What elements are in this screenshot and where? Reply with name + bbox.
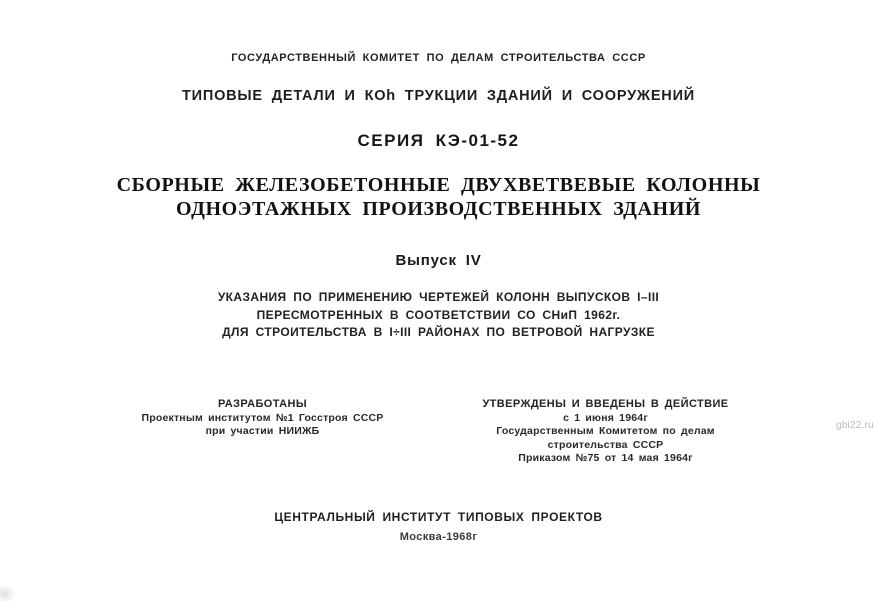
approved-by-line: строительства СССР <box>547 438 664 451</box>
developed-by-line: Проектным институтом №1 Госстроя СССР <box>141 411 384 424</box>
series-label: СЕРИЯ КЭ-01-52 <box>357 131 520 150</box>
issue-label: Выпуск IV <box>395 252 482 269</box>
document-type-line: ТИПОВЫЕ ДЕТАЛИ И КОh ТРУКЦИИ ЗДАНИЙ И СООРУЖЕНИЙ <box>181 88 696 104</box>
subtitle-line: ДЛЯ СТРОИТЕЛЬСТВА В I÷III РАЙОНАХ ПО ВЕТРОВОЙ НАГРУЗКЕ <box>222 325 655 339</box>
developed-by-block <box>120 398 405 439</box>
scan-smudge <box>0 585 16 601</box>
subtitle-block <box>0 289 877 342</box>
organization-header: ГОСУДАРСТВЕННЫЙ КОМИТЕТ ПО ДЕЛАМ СТРОИТЕЛЬСТВА СССР <box>231 52 646 64</box>
approved-by-heading: УТВЕРЖДЕНЫ И ВВЕДЕНЫ В ДЕЙСТВИЕ <box>482 398 729 410</box>
approved-by-line: Приказом №75 от 14 мая 1964г <box>518 452 693 464</box>
document-title-line1: СБОРНЫЕ ЖЕЛЕЗОБЕТОННЫЕ ДВУХВЕТВЕВЫЕ КОЛОННЫ <box>116 174 761 196</box>
document-title-line2: ОДНОЭТАЖНЫХ ПРОИЗВОДСТВЕННЫХ ЗДАНИЙ <box>175 197 702 220</box>
site-watermark: gbi22.ru <box>836 420 874 431</box>
developed-by-line: при участии НИИЖБ <box>205 425 320 437</box>
subtitle-line: ПЕРЕСМОТРЕННЫХ В СООТВЕТСТВИИ СО СНиП 1962г. <box>256 307 621 322</box>
subtitle-line: УКАЗАНИЯ ПО ПРИМЕНЕНИЮ ЧЕРТЕЖЕЙ КОЛОНН ВЫПУСКОВ I–III <box>217 290 660 304</box>
approved-by-line: Государственным Комитетом по делам <box>496 425 715 437</box>
city-year-line: Москва-1968г <box>399 531 478 543</box>
document-title <box>0 174 877 221</box>
approved-by-line: с 1 июня 1964г <box>563 411 648 424</box>
publisher-line: ЦЕНТРАЛЬНЫЙ ИНСТИТУТ ТИПОВЫХ ПРОЕКТОВ <box>274 510 603 524</box>
approved-by-block <box>468 398 743 466</box>
developed-by-heading: РАЗРАБОТАНЫ <box>217 398 308 410</box>
